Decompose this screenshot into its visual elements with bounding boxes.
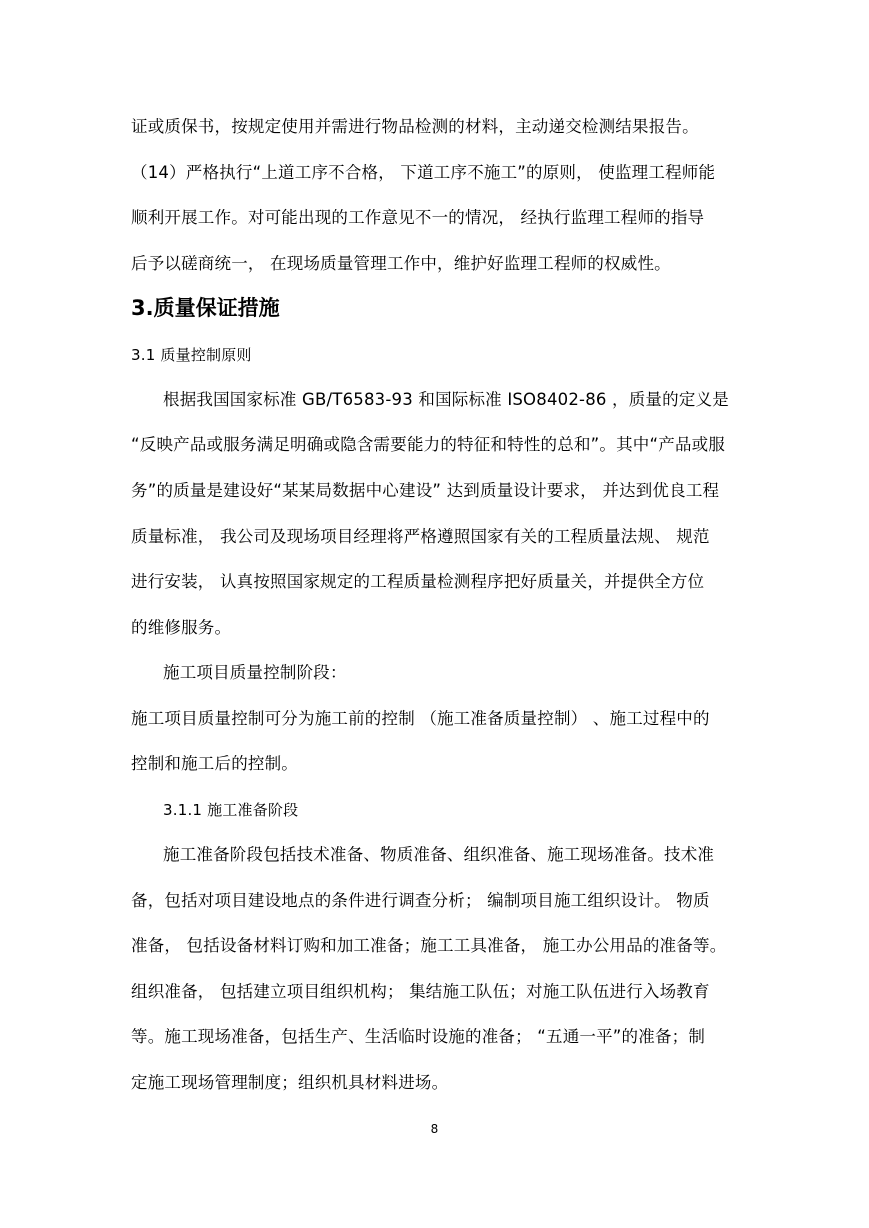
- text-line: 施工准备阶段包括技术准备、物质准备、组织准备、施工现场准备。技术准: [163, 845, 715, 864]
- page-number: 8: [430, 1122, 439, 1136]
- text-line: （14）严格执行“上道工序不合格， 下道工序不施工”的原则， 使监理工程师能: [131, 163, 716, 182]
- text-line: 顺利开展工作。对可能出现的工作意见不一的情况， 经执行监理工程师的指导: [131, 208, 705, 227]
- text-line: 的维修服务。: [131, 618, 232, 637]
- text-line: 证或质保书，按规定使用并需进行物品检测的材料，主动递交检测结果报告。: [131, 117, 699, 136]
- text-line: 控制和施工后的控制。: [131, 754, 298, 773]
- text-line: 等。施工现场准备，包括生产、生活临时设施的准备； “五通一平”的准备；制: [131, 1027, 706, 1046]
- text-line: 定施工现场管理制度；组织机具材料进场。: [131, 1073, 449, 1092]
- text-line: 施工项目质量控制阶段：: [163, 663, 347, 682]
- text-line: 质量标准， 我公司及现场项目经理将严格遵照国家有关的工程质量法规、 规范: [131, 527, 710, 546]
- text-line: 组织准备， 包括建立项目组织机构； 集结施工队伍；对施工队伍进行入场教育: [131, 982, 710, 1001]
- subsection-heading: 3.1 质量控制原则: [131, 346, 252, 364]
- text-line: 后予以磋商统一， 在现场质量管理工作中，维护好监理工程师的权威性。: [131, 254, 671, 273]
- section-heading: 3.质量保证措施: [131, 296, 280, 320]
- text-line: 务”的质量是建设好“某某局数据中心建设” 达到质量设计要求， 并达到优良工程: [131, 481, 720, 500]
- text-line: 备，包括对项目建设地点的条件进行调查分析； 编制项目施工组织设计。 物质: [131, 891, 710, 910]
- subsection-heading: 3.1.1 施工准备阶段: [163, 801, 299, 819]
- text-line: 进行安装， 认真按照国家规定的工程质量检测程序把好质量关，并提供全方位: [131, 572, 705, 591]
- text-line: 准备， 包括设备材料订购和加工准备；施工工具准备， 施工办公用品的准备等。: [131, 936, 727, 955]
- text-line: 施工项目质量控制可分为施工前的控制 （施工准备质量控制） 、施工过程中的: [131, 709, 710, 728]
- text-line: “反映产品或服务满足明确或隐含需要能力的特征和特性的总和”。其中“产品或服: [131, 435, 726, 454]
- text-line: 根据我国国家标准 GB/T6583-93 和国际标准 ISO8402-86 ，质量的定义是: [163, 390, 729, 409]
